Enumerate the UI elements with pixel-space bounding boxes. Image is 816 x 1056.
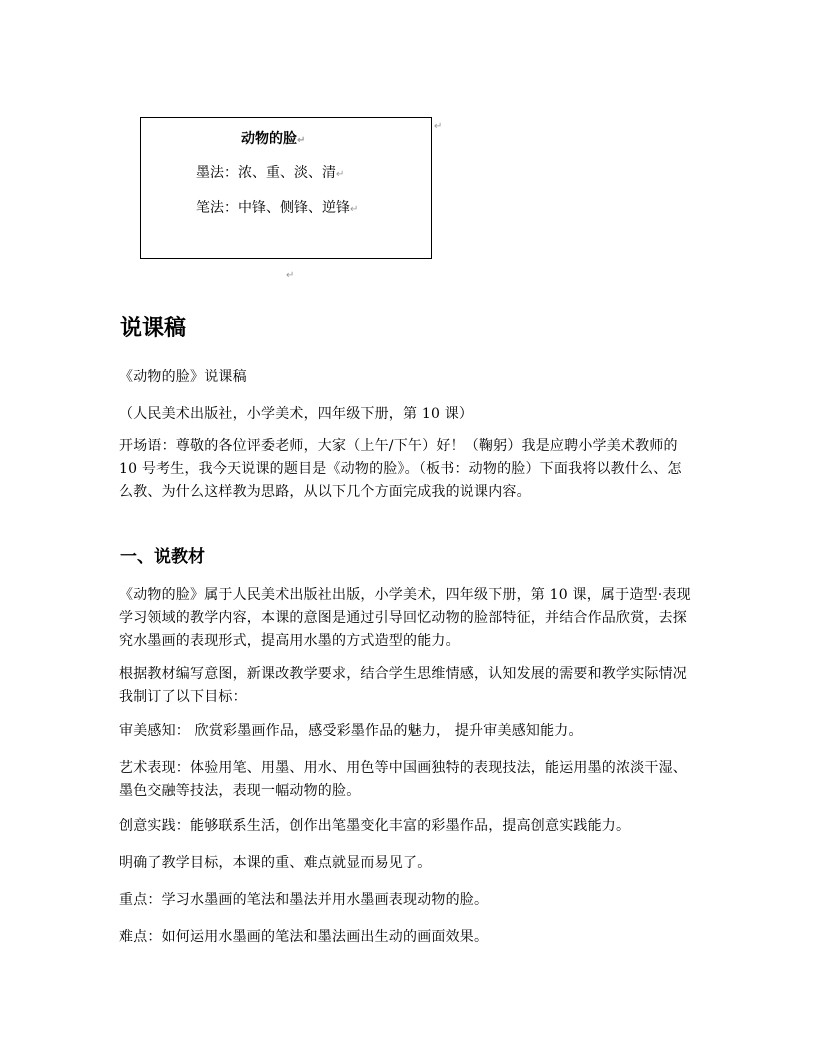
paragraph-mark-icon: ↵ xyxy=(434,121,443,132)
paragraph-mark-icon: ↵ xyxy=(350,204,359,215)
key-point: 重点：学习水墨画的笔法和墨法并用水墨画表现动物的脸。 xyxy=(119,892,489,908)
blackboard-design-box xyxy=(140,117,432,259)
board-ink-method-text: 墨法：浓、重、淡、清 xyxy=(196,165,336,181)
subtitle: 《动物的脸》说课稿 xyxy=(119,369,247,385)
board-ink-method xyxy=(196,162,344,182)
paragraph-mark-icon: ↵ xyxy=(336,169,345,180)
textbook-paragraph: 《动物的脸》属于人民美术出版社出版，小学美术，四年级下册，第 10 课，属于造型·表现学习领域的教学内容，本课的意图是通过引导回忆动物的脸部特征，并结合作品欣赏，去探究水墨画的表现形式，提高用水墨的方式造型的能力。 xyxy=(119,587,691,649)
board-brush-method-text: 笔法：中锋、侧锋、逆锋 xyxy=(196,200,350,216)
goal-creativity: 创意实践：能够联系生活，创作出笔墨变化丰富的彩墨作品，提高创意实践能力。 xyxy=(119,818,631,834)
publisher-info: （人民美术出版社，小学美术，四年级下册，第 10 课） xyxy=(119,406,474,422)
board-brush-method xyxy=(196,197,358,217)
paragraph-mark-icon: ↵ xyxy=(297,135,306,146)
page-title: 说课稿 xyxy=(120,316,187,341)
key-points-intro: 明确了教学目标，本课的重、难点就显而易见了。 xyxy=(119,855,432,871)
opening-paragraph: 开场语：尊敬的各位评委老师，大家（上午/下午）好！（鞠躬）我是应聘小学美术教师的 10 号考生，我今天说课的题目是《动物的脸》。（板书：动物的脸）下面我将以教什么、怎么教、为什么这样教为思路，从以下几个方面完成我的说课内容。 xyxy=(119,438,682,500)
paragraph-mark-icon: ↵ xyxy=(286,270,295,281)
difficult-point: 难点：如何运用水墨画的笔法和墨法画出生动的画面效果。 xyxy=(119,929,489,945)
board-title xyxy=(241,128,305,148)
goal-aesthetic: 审美感知： 欣赏彩墨画作品，感受彩墨作品的魅力， 提升审美感知能力。 xyxy=(119,723,583,739)
textbook-paragraph: 根据教材编写意图，新课改教学要求，结合学生思维情感，认知发展的需要和教学实际情况我制订了以下目标： xyxy=(119,666,687,705)
goal-expression: 艺术表现：体验用笔、用墨、用水、用色等中国画独特的表现技法，能运用墨的浓淡干湿、墨色交融等技法，表现一幅动物的脸。 xyxy=(119,760,687,799)
section-heading-textbook: 一、说教材 xyxy=(120,547,205,567)
board-title-text: 动物的脸 xyxy=(241,131,297,147)
